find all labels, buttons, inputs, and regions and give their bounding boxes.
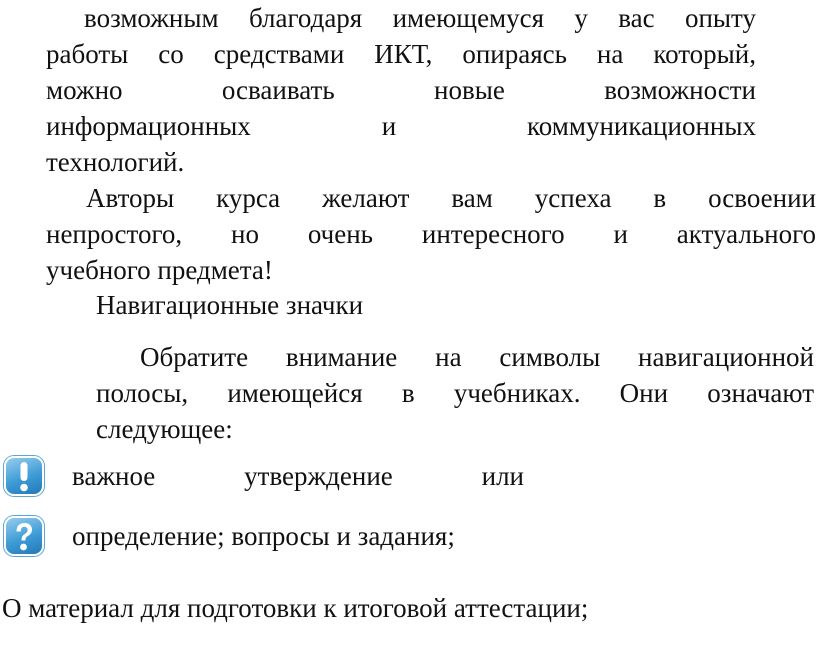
- legend-item-question: [0, 512, 816, 560]
- legend-word: или: [481, 461, 524, 491]
- text-line: непростого, но очень интересного и актуального: [46, 219, 816, 249]
- legend-label: [72, 458, 524, 494]
- text-line: учебного предмета!: [46, 255, 273, 285]
- paragraph-authors-wish: [46, 180, 816, 288]
- text-line: Авторы курса желают вам успеха в освоении: [86, 183, 816, 213]
- question-icon: [4, 516, 44, 556]
- text-line: Обратите внимание на символы навигационной: [140, 342, 814, 372]
- text-line: возможным благодаря имеющемуся у вас опыту: [84, 3, 756, 33]
- text-line: информационных и коммуникационных: [46, 111, 756, 141]
- legend-word: утверждение: [244, 461, 393, 491]
- text-line: следующее:: [96, 414, 233, 444]
- text-line: можно осваивать новые возможности: [46, 75, 756, 105]
- paragraph-navigation-intro: [96, 339, 814, 447]
- text-line: полосы, имеющейся в учебниках. Они означают: [96, 378, 814, 408]
- legend-item-important: [0, 452, 816, 500]
- text-line: технологий.: [46, 147, 185, 177]
- paragraph-experience: [46, 0, 756, 180]
- exclamation-icon: [4, 456, 44, 496]
- legend-label: определение; вопросы и задания;: [72, 521, 455, 551]
- section-heading: Навигационные значки: [96, 290, 364, 320]
- legend-word: важное: [72, 461, 156, 491]
- text-line: работы со средствами ИКТ, опираясь на который,: [46, 39, 756, 69]
- final-exam-material-line: О материал для подготовки к итоговой аттестации;: [2, 593, 589, 623]
